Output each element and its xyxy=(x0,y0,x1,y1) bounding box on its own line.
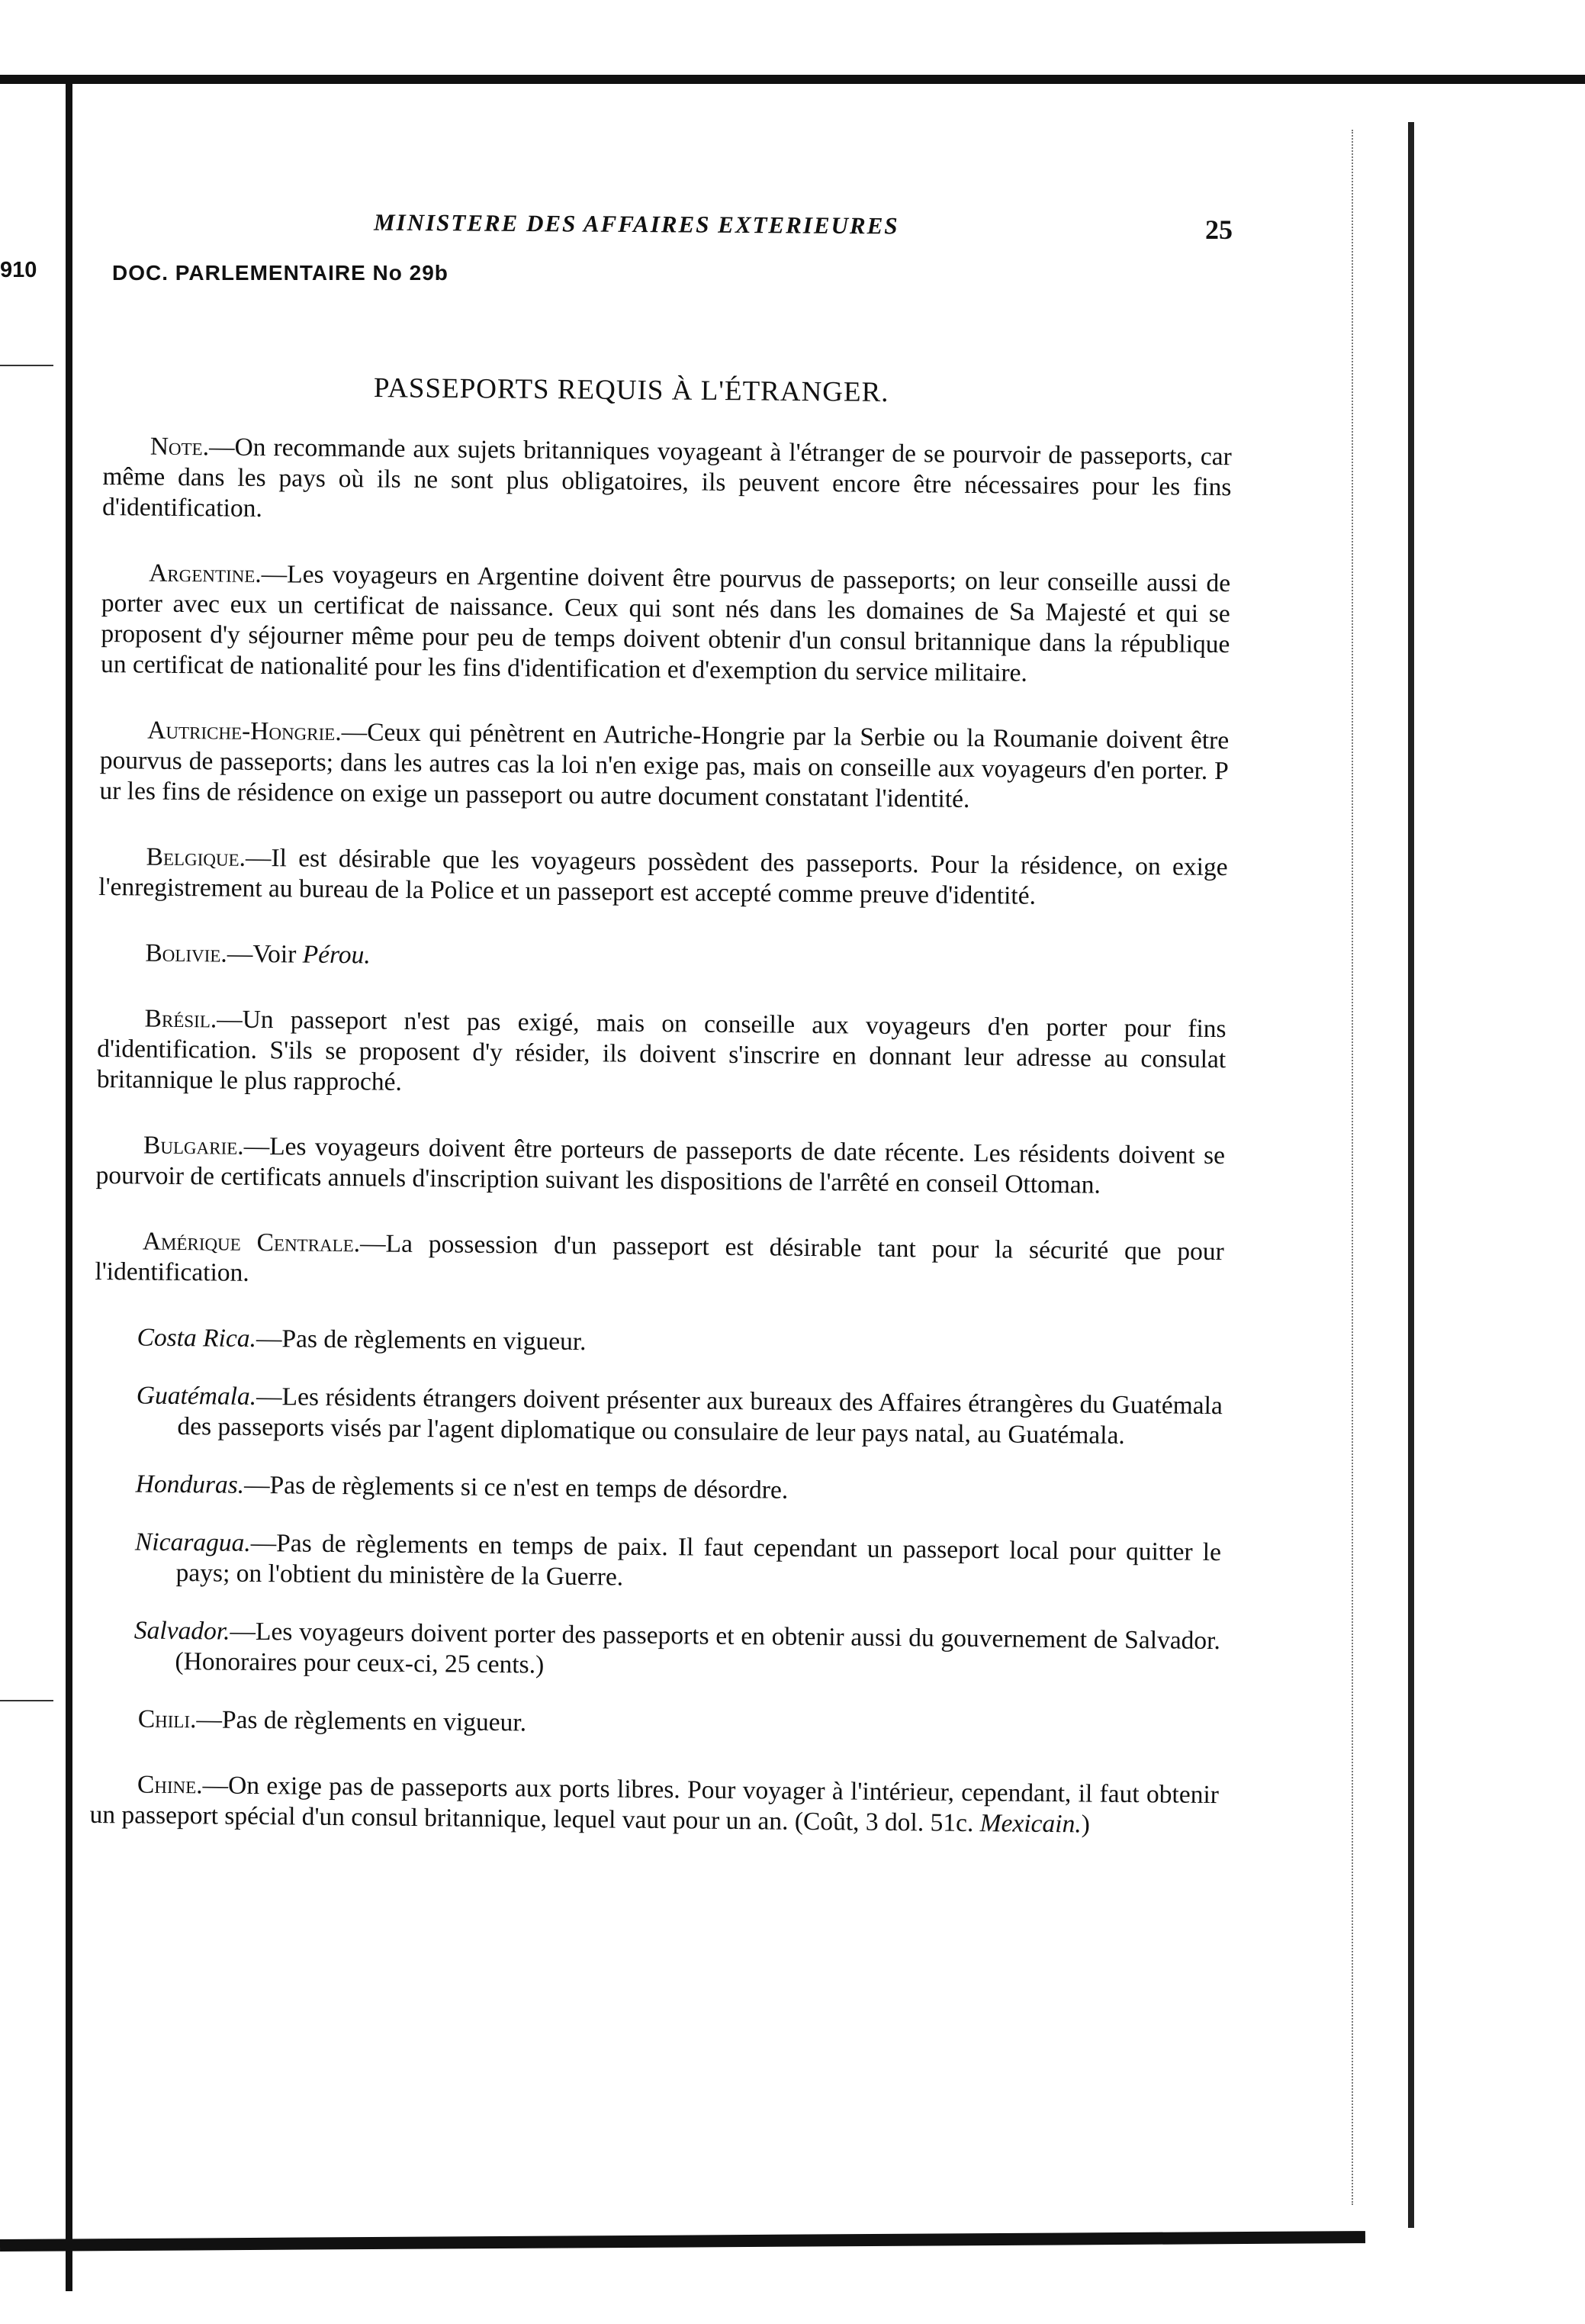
entry-belgique xyxy=(98,842,1228,913)
entry-head: Salvador. xyxy=(133,1616,230,1646)
entry-text: —Un passeport n'est pas exigé, mais on conseille aux voyageurs d'en porter pour fins d'identification. S'ils se proposent d'y résider, ils doivent s'inscrire en donnant leur adresse au consulat britannique le plus rapproché. xyxy=(96,1005,1227,1096)
entry-text: —Les voyageurs doivent porter des passeports et en obtenir aussi du gouvernement de Salvador. (Honoraires pour ceux-ci, 25 cents.) xyxy=(175,1617,1221,1679)
entry-text: —Pas de règlements en vigueur. xyxy=(256,1324,587,1357)
entries xyxy=(89,431,1232,1876)
entry-head: Costa Rica. xyxy=(137,1323,257,1353)
entry-head: Brésil. xyxy=(144,1004,217,1034)
entry-head: Nicaragua. xyxy=(134,1527,251,1557)
entry-chine xyxy=(89,1769,1219,1841)
page-title: PASSEPORTS REQUIS À L'ÉTRANGER. xyxy=(373,372,889,408)
entry-text: —Ceux qui pénètrent en Autriche-Hongrie par la Serbie ou la Roumanie doivent être pourvus de passeports; dans les autres cas la loi n'en exige pas, mais on conseille aux voyageurs d'en porter. P ur les fins de résidence on exige un passeport ou autre document constatant l'identité. xyxy=(99,718,1230,813)
entry-head: Chine. xyxy=(137,1770,203,1800)
entry-head: Guatémala. xyxy=(136,1381,257,1411)
entry-head: Note. xyxy=(149,432,210,462)
entry-salvador xyxy=(91,1615,1220,1687)
entry-costa-rica xyxy=(94,1322,1223,1363)
entry-text: —Les résidents étrangers doivent présenter aux bureaux des Affaires étrangères du Guatémala des passeports visés par l'agent diplomatique ou consulaire de leur pays natal, au Guatémala. xyxy=(177,1382,1223,1450)
right-binding-edge xyxy=(1408,122,1414,2228)
entry-guatemala xyxy=(93,1380,1223,1452)
entry-chili xyxy=(91,1704,1220,1745)
left-border-rule xyxy=(66,75,72,2291)
entry-text: —Pas de règlements en vigueur. xyxy=(196,1705,527,1737)
entry-text: —Il est désirable que les voyageurs possèdent des passeports. Pour la résidence, on exige l'enregistrement au bureau de la Police et un passeport est accepté comme preuve d'identité. xyxy=(98,843,1228,910)
entry-amerique-centrale xyxy=(95,1226,1224,1298)
entry-head: Bulgarie. xyxy=(143,1131,244,1160)
entry-text: —Pas de règlements en temps de paix. Il faut cependant un passeport local pour quitter le pays; on l'obtient du ministère de la Guerre. xyxy=(175,1528,1222,1592)
entry-bolivie xyxy=(98,938,1227,979)
entry-text: —La possession d'un passeport est désirable tant pour la sécurité que pour l'identification. xyxy=(95,1229,1224,1287)
running-head: MINISTERE DES AFFAIRES EXTERIEURES xyxy=(373,208,899,240)
entry-honduras xyxy=(93,1469,1222,1510)
entry-text: —Les voyageurs en Argentine doivent être pourvus de passeports; on leur conseille aussi de porter avec eux un certificat de naissance. Ceux qui sont nés dans les domaines de Sa Majesté et qui se proposent d'y séjourner même pour peu de temps doivent obtenir d'un consul britannique dans la république un certificat de nationalité pour les fins d'identification et d'exemption du service militaire. xyxy=(100,560,1231,687)
entry-head: Belgique. xyxy=(146,842,246,872)
entry-head: Bolivie. xyxy=(145,938,227,968)
doc-reference: DOC. PARLEMENTAIRE No 29b xyxy=(112,261,448,285)
entry-italic-reference: Pérou. xyxy=(302,940,371,970)
entry-head: Argentine. xyxy=(149,558,262,589)
entry-autriche-hongrie xyxy=(99,715,1229,817)
entry-bresil xyxy=(97,1003,1227,1106)
entry-argentine xyxy=(101,558,1230,690)
entry-text: —Pas de règlements si ce n'est en temps de désordre. xyxy=(243,1470,789,1505)
entry-head: Chili. xyxy=(137,1704,197,1734)
top-border-rule xyxy=(0,75,1585,84)
left-margin-dash xyxy=(0,365,53,366)
bottom-border-rule xyxy=(0,2231,1365,2252)
entry-head: Autriche-Hongrie. xyxy=(147,716,342,747)
entry-text: —Voir xyxy=(227,939,303,969)
entry-text: —Les voyageurs doivent être porteurs de passeports de date récente. Les résidents doivent se pourvoir de certificats annuels d'inscription suivant les dispositions de l'arrêté en conseil Ottoman. xyxy=(95,1131,1226,1199)
entry-note xyxy=(102,431,1232,533)
entry-head: Amérique Centrale. xyxy=(142,1227,361,1258)
entry-bulgarie xyxy=(95,1130,1225,1202)
entry-italic-reference: Mexicain. xyxy=(979,1809,1082,1839)
entry-text: —On exige pas de passeports aux ports libres. Pour voyager à l'intérieur, cependant, il faut obtenir un passeport spécial d'un consul britannique, lequel vaut pour un an. (Coût, 3 dol. 51c. xyxy=(89,1771,1220,1838)
entry-text: —On recommande aux sujets britanniques voyageant à l'étranger de se pourvoir de passeports, car même dans les pays où ils ne sont plus obligatoires, ils peuvent encore être nécessaires pour les fins d'identification. xyxy=(101,433,1232,523)
entry-text-end: ) xyxy=(1081,1810,1091,1839)
entry-nicaragua xyxy=(92,1527,1221,1598)
left-margin-dash xyxy=(0,1700,53,1701)
right-binding-shadow xyxy=(1352,130,1355,2205)
left-margin-number: 910 xyxy=(0,258,37,282)
page-number: 25 xyxy=(1205,214,1233,245)
entry-head: Honduras. xyxy=(135,1469,245,1499)
